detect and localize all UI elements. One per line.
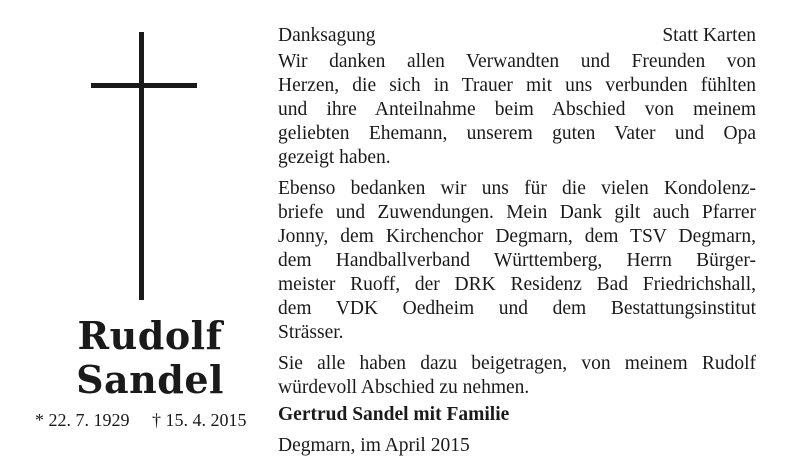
deceased-first-name: Rudolf xyxy=(77,313,223,358)
text-line: geliebten Ehemann, unserem guten Vater und Opa xyxy=(278,123,756,144)
text-line: würdevoll Abschied zu nehmen. xyxy=(278,377,530,398)
text-line: Ebenso bedanken wir uns für die vielen Kondolenz- xyxy=(278,178,756,199)
text-line: briefe und Zuwendungen. Mein Dank gilt auch Pfarrer xyxy=(278,202,756,223)
paragraph-2 xyxy=(278,177,756,345)
text-line: Wir danken allen Verwandten und Freunden von xyxy=(278,51,756,72)
deceased-last-name: Sandel xyxy=(76,357,224,402)
signature: Gertrud Sandel mit Familie xyxy=(278,404,510,425)
text-line: gezeigt haben. xyxy=(278,147,391,168)
text-line: Jonny, dem Kirchenchor Degmarn, dem TSV Degmarn, xyxy=(278,226,756,247)
text-line: meister Ruoff, der DRK Residenz Bad Friedrichshall, xyxy=(278,274,756,295)
text-line: dem VDK Oedheim und dem Bestattungsinstitut xyxy=(278,298,756,319)
death-date: † 15. 4. 2015 xyxy=(152,410,247,430)
cross-vertical-bar xyxy=(139,32,144,300)
paragraph-3 xyxy=(278,352,756,400)
thank-you-text xyxy=(278,24,756,458)
text-line: und ihre Anteilnahme beim Abschied von meinem xyxy=(278,99,756,120)
cross-horizontal-bar xyxy=(91,83,197,88)
paragraph-1 xyxy=(278,50,756,170)
text-line: dem Handballverband Württemberg, Herrn Bürger- xyxy=(278,250,756,271)
text-line: Herzen, die sich in Trauer mit uns verbunden fühlten xyxy=(278,75,756,96)
cross-icon xyxy=(91,32,197,300)
text-line: Strässer. xyxy=(278,322,344,343)
heading-statt-karten: Statt Karten xyxy=(662,25,756,46)
birth-date: * 22. 7. 1929 xyxy=(35,410,130,430)
header-row xyxy=(278,24,756,48)
text-line: Sie alle haben dazu beigetragen, von meinem Rudolf xyxy=(278,353,756,374)
place-and-date: Degmarn, im April 2015 xyxy=(278,435,470,456)
heading-danksagung: Danksagung xyxy=(278,25,376,46)
